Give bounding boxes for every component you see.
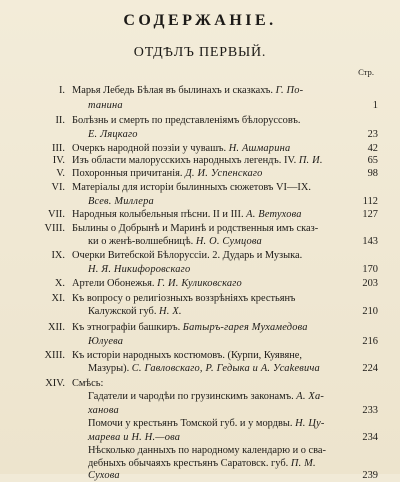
- toc-entry: [0, 100, 400, 112]
- entry-title: Мазуры).: [88, 363, 132, 374]
- toc-entry: [0, 445, 400, 457]
- entry-author: Батыръ-гарея Мухамедова: [182, 322, 308, 333]
- entry-text: [88, 336, 123, 348]
- section-heading: ОТДѢЛЪ ПЕРВЫЙ.: [133, 45, 267, 60]
- entry-number: VI.: [51, 182, 65, 193]
- toc-entry: [0, 250, 400, 262]
- toc-entry: [0, 223, 400, 235]
- entry-text: [72, 209, 302, 221]
- toc-entry: [0, 182, 400, 194]
- entry-number: X.: [54, 278, 65, 289]
- entry-number: V.: [56, 168, 65, 179]
- entry-number: VII.: [47, 209, 65, 220]
- entry-number: IX.: [51, 250, 65, 261]
- entry-text: [88, 391, 324, 403]
- entry-page-number: 98: [367, 168, 378, 179]
- entry-title: Болѣзнь и смерть по представленіямъ бѣлоруссовъ.: [72, 115, 301, 126]
- entry-number: VIII.: [44, 223, 65, 234]
- entry-number: XIV.: [45, 378, 65, 389]
- entry-page-number: 170: [362, 264, 378, 275]
- entry-title: Гадатели и чародѣи по грузинскимъ законамъ.: [88, 391, 297, 402]
- entry-text: [88, 264, 190, 276]
- entry-page-number: 42: [367, 143, 378, 154]
- entry-number: IV.: [52, 155, 65, 166]
- entry-author: Д. И. Успенскаго: [185, 168, 263, 179]
- entry-page-number: 23: [367, 129, 378, 140]
- toc-entry: [0, 168, 400, 180]
- entry-page-number: 239: [362, 470, 378, 481]
- toc-entry: [0, 391, 400, 403]
- entry-title: Артели Обонежья.: [72, 278, 158, 289]
- entry-page-number: 203: [362, 278, 378, 289]
- toc-entry: [0, 264, 400, 276]
- entry-author: Г. И. Куликовскаго: [157, 278, 242, 289]
- entry-author: Н. Х.: [159, 306, 182, 317]
- entry-title: Марья Лебедь Бѣлая въ былинахъ и сказкахъ.: [72, 85, 276, 96]
- entry-text: [88, 405, 119, 417]
- entry-text: [88, 363, 320, 375]
- entry-number: XI.: [51, 293, 65, 304]
- entry-title: ки о женѣ-волшебницѣ.: [88, 236, 196, 247]
- entry-page-number: 143: [362, 236, 378, 247]
- entry-author: А. Ха-: [296, 391, 325, 402]
- entry-page-number: 234: [362, 432, 378, 443]
- toc-entry: [0, 458, 400, 470]
- entry-title: Къ исторіи народныхъ костюмовъ. (Курпи, Куявяне,: [72, 350, 303, 361]
- entry-text: [88, 418, 325, 430]
- entry-author: П. И.: [298, 155, 323, 166]
- entry-text: [88, 100, 123, 112]
- toc-entry: [0, 209, 400, 221]
- entry-page-number: 216: [362, 336, 378, 347]
- entry-author: А. Ветухова: [246, 209, 302, 220]
- entry-text: [72, 322, 308, 334]
- entry-author: Н. О. Сумцова: [195, 236, 262, 247]
- entry-text: [88, 470, 120, 482]
- entry-text: [88, 196, 154, 208]
- entry-text: [72, 293, 295, 305]
- entry-page-number: 127: [362, 209, 378, 220]
- entry-title: Матеріалы для исторіи былинныхъ сюжетовъ VI—IX.: [72, 182, 311, 193]
- entry-title: Помочи у крестьянъ Томской губ. и у мордвы.: [88, 418, 296, 429]
- entry-author: Сухова: [88, 470, 120, 481]
- entry-title: Очерки Витебской Бѣлоруссіи. 2. Дударь и Музыка.: [72, 250, 303, 261]
- entry-title: Изъ области малорусскихъ народныхъ легендъ. IV.: [72, 155, 299, 166]
- entry-title: Къ этнографіи башкиръ.: [72, 322, 183, 333]
- toc-entry: [0, 470, 400, 482]
- toc-entry: [0, 236, 400, 248]
- entry-title: Очеркъ народной поэзіи у чувашъ.: [72, 143, 229, 154]
- entry-author: Н. Цу-: [295, 418, 325, 429]
- entry-page-number: 233: [362, 405, 378, 416]
- entry-author: П. М.: [290, 458, 316, 469]
- entry-title: Къ вопросу о религіозныхъ воззрѣніяхъ крестьянъ: [72, 293, 296, 304]
- entry-title: дебныхъ обычаяхъ крестьянъ Саратовск. губ.: [88, 458, 291, 469]
- entry-text: [72, 168, 263, 180]
- entry-page-number: 224: [362, 363, 378, 374]
- entry-author: С. Гавловскаго, Р. Гедыка и А. Усаkевича: [131, 363, 320, 374]
- entry-author: танина: [88, 100, 123, 111]
- entry-title: Народныя колыбельныя пѣсни. II и III.: [72, 209, 247, 220]
- entry-text: [72, 350, 302, 362]
- entry-author: Всев. Миллера: [88, 196, 154, 207]
- toc-entry: [0, 196, 400, 208]
- toc-entry: [0, 432, 400, 444]
- entry-text: [72, 278, 242, 290]
- toc-entry: [0, 278, 400, 290]
- entry-title: Похоронныя причитанія.: [72, 168, 186, 179]
- toc-entry: [0, 155, 400, 167]
- entry-text: [72, 182, 311, 194]
- entry-author: Н. Ашмарина: [228, 143, 291, 154]
- toc-entry: [0, 405, 400, 417]
- entry-title: Смѣсь:: [72, 378, 104, 389]
- entry-text: [88, 432, 180, 444]
- entry-author: ханова: [88, 405, 119, 416]
- toc-entry: [0, 363, 400, 375]
- page-column-label: Стр.: [358, 67, 374, 77]
- toc-entry: [0, 85, 400, 97]
- entry-text: [72, 378, 103, 390]
- toc-entry: [0, 115, 400, 127]
- entry-text: [72, 223, 318, 235]
- entry-text: [88, 129, 138, 141]
- entry-number: I.: [58, 85, 65, 96]
- page-title: СОДЕРЖАНІЕ.: [123, 12, 277, 29]
- entry-author: Г. По-: [275, 85, 304, 96]
- entry-title: Нѣсколько данныхъ по народному календарю и о сва-: [88, 445, 326, 456]
- entry-author: Е. Ляцкаго: [88, 129, 138, 140]
- entry-text: [72, 250, 302, 262]
- entry-number: XIII.: [44, 350, 65, 361]
- toc-entry: [0, 322, 400, 334]
- entry-text: [88, 306, 182, 318]
- entry-number: XII.: [47, 322, 65, 333]
- entry-page-number: 1: [372, 100, 378, 111]
- entry-title: Калужской губ.: [88, 306, 160, 317]
- entry-number: II.: [55, 115, 65, 126]
- entry-author: Н. Я. Никифоровскаго: [88, 264, 191, 275]
- entry-number: III.: [52, 143, 65, 154]
- toc-entry: [0, 378, 400, 390]
- toc-entry: [0, 143, 400, 155]
- toc-entry: [0, 129, 400, 141]
- toc-entry: [0, 306, 400, 318]
- entry-page-number: 210: [362, 306, 378, 317]
- entry-page-number: 65: [367, 155, 378, 166]
- entry-author: марева и Н. Н.—ова: [88, 432, 181, 443]
- entry-text: [72, 115, 300, 127]
- entry-page-number: 112: [362, 196, 378, 207]
- entry-text: [72, 85, 303, 97]
- entry-title: Былины о Добрынѣ и Маринѣ и родственныя имъ сказ-: [72, 223, 319, 234]
- entry-text: [88, 458, 316, 470]
- toc-entry: [0, 418, 400, 430]
- toc-entry: [0, 293, 400, 305]
- entry-text: [72, 143, 290, 155]
- entry-text: [72, 155, 323, 167]
- entry-author: Юлуева: [88, 336, 124, 347]
- entry-text: [88, 236, 262, 248]
- toc-entry: [0, 336, 400, 348]
- toc-entry: [0, 350, 400, 362]
- entry-text: [88, 445, 326, 457]
